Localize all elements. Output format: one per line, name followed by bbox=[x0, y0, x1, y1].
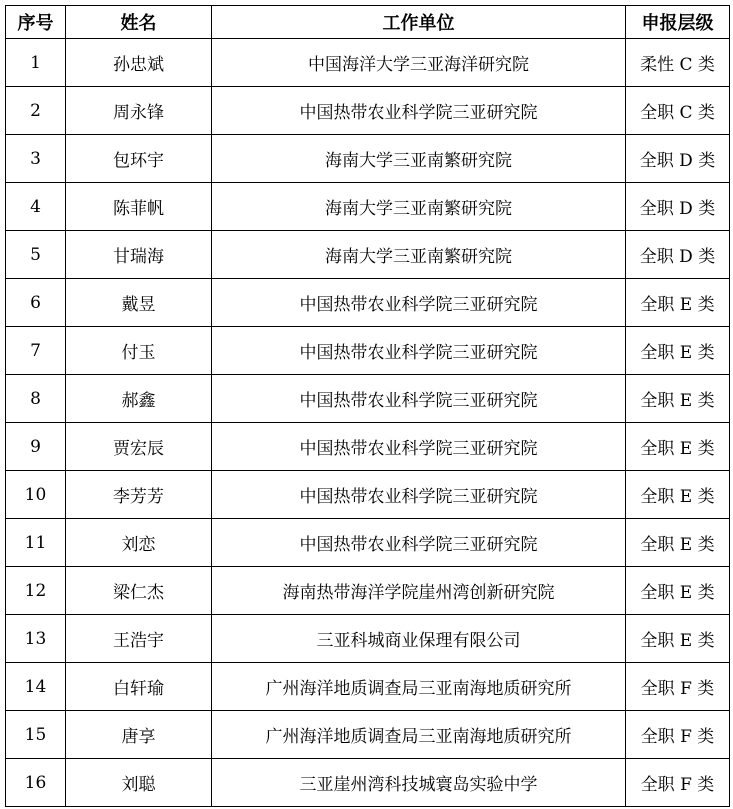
cell-application-level: 全职 C 类 bbox=[626, 87, 730, 135]
table-row bbox=[6, 615, 730, 663]
cell-work-unit: 海南大学三亚南繁研究院 bbox=[212, 231, 626, 279]
cell-application-level: 全职 E 类 bbox=[626, 423, 730, 471]
cell-work-unit: 海南热带海洋学院崖州湾创新研究院 bbox=[212, 567, 626, 615]
cell-name: 白轩瑜 bbox=[66, 663, 212, 711]
cell-application-level: 全职 D 类 bbox=[626, 183, 730, 231]
cell-serial-number: 13 bbox=[6, 615, 66, 663]
cell-name: 梁仁杰 bbox=[66, 567, 212, 615]
cell-work-unit: 中国热带农业科学院三亚研究院 bbox=[212, 423, 626, 471]
table-body bbox=[6, 39, 730, 807]
cell-name: 周永锋 bbox=[66, 87, 212, 135]
cell-application-level: 全职 E 类 bbox=[626, 375, 730, 423]
cell-application-level: 全职 E 类 bbox=[626, 327, 730, 375]
header-row bbox=[6, 6, 730, 39]
cell-serial-number: 10 bbox=[6, 471, 66, 519]
table-row bbox=[6, 423, 730, 471]
table-row bbox=[6, 375, 730, 423]
cell-serial-number: 8 bbox=[6, 375, 66, 423]
cell-serial-number: 2 bbox=[6, 87, 66, 135]
cell-serial-number: 15 bbox=[6, 711, 66, 759]
cell-name: 刘聪 bbox=[66, 759, 212, 807]
table-row bbox=[6, 663, 730, 711]
cell-name: 孙忠斌 bbox=[66, 39, 212, 87]
table-row bbox=[6, 87, 730, 135]
table-row bbox=[6, 279, 730, 327]
cell-work-unit: 海南大学三亚南繁研究院 bbox=[212, 135, 626, 183]
cell-serial-number: 9 bbox=[6, 423, 66, 471]
header-work-unit: 工作单位 bbox=[212, 6, 626, 39]
cell-name: 李芳芳 bbox=[66, 471, 212, 519]
cell-serial-number: 14 bbox=[6, 663, 66, 711]
cell-name: 王浩宇 bbox=[66, 615, 212, 663]
cell-work-unit: 中国热带农业科学院三亚研究院 bbox=[212, 519, 626, 567]
cell-work-unit: 三亚科城商业保理有限公司 bbox=[212, 615, 626, 663]
cell-application-level: 全职 E 类 bbox=[626, 615, 730, 663]
cell-name: 包环宇 bbox=[66, 135, 212, 183]
table-row bbox=[6, 231, 730, 279]
header-name: 姓名 bbox=[66, 6, 212, 39]
cell-serial-number: 16 bbox=[6, 759, 66, 807]
cell-work-unit: 中国热带农业科学院三亚研究院 bbox=[212, 471, 626, 519]
header-serial-number: 序号 bbox=[6, 6, 66, 39]
cell-name: 戴昱 bbox=[66, 279, 212, 327]
table-row bbox=[6, 519, 730, 567]
cell-application-level: 柔性 C 类 bbox=[626, 39, 730, 87]
table-row bbox=[6, 327, 730, 375]
talent-roster-table bbox=[5, 5, 730, 807]
cell-work-unit: 中国热带农业科学院三亚研究院 bbox=[212, 327, 626, 375]
cell-serial-number: 3 bbox=[6, 135, 66, 183]
header-application-level: 申报层级 bbox=[626, 6, 730, 39]
table-header bbox=[6, 6, 730, 39]
table-row bbox=[6, 471, 730, 519]
cell-application-level: 全职 D 类 bbox=[626, 231, 730, 279]
cell-work-unit: 海南大学三亚南繁研究院 bbox=[212, 183, 626, 231]
cell-serial-number: 6 bbox=[6, 279, 66, 327]
cell-serial-number: 11 bbox=[6, 519, 66, 567]
cell-serial-number: 1 bbox=[6, 39, 66, 87]
cell-serial-number: 5 bbox=[6, 231, 66, 279]
cell-serial-number: 7 bbox=[6, 327, 66, 375]
cell-work-unit: 中国热带农业科学院三亚研究院 bbox=[212, 279, 626, 327]
cell-work-unit: 中国热带农业科学院三亚研究院 bbox=[212, 87, 626, 135]
cell-work-unit: 广州海洋地质调查局三亚南海地质研究所 bbox=[212, 663, 626, 711]
cell-work-unit: 中国热带农业科学院三亚研究院 bbox=[212, 375, 626, 423]
cell-serial-number: 12 bbox=[6, 567, 66, 615]
cell-application-level: 全职 E 类 bbox=[626, 519, 730, 567]
table-row bbox=[6, 39, 730, 87]
cell-application-level: 全职 D 类 bbox=[626, 135, 730, 183]
cell-application-level: 全职 E 类 bbox=[626, 279, 730, 327]
cell-work-unit: 广州海洋地质调查局三亚南海地质研究所 bbox=[212, 711, 626, 759]
cell-name: 郝鑫 bbox=[66, 375, 212, 423]
cell-serial-number: 4 bbox=[6, 183, 66, 231]
cell-work-unit: 中国海洋大学三亚海洋研究院 bbox=[212, 39, 626, 87]
table-row bbox=[6, 567, 730, 615]
cell-application-level: 全职 F 类 bbox=[626, 759, 730, 807]
cell-name: 甘瑞海 bbox=[66, 231, 212, 279]
cell-name: 陈菲帆 bbox=[66, 183, 212, 231]
table-row bbox=[6, 711, 730, 759]
cell-application-level: 全职 E 类 bbox=[626, 567, 730, 615]
cell-application-level: 全职 F 类 bbox=[626, 711, 730, 759]
cell-application-level: 全职 E 类 bbox=[626, 471, 730, 519]
cell-application-level: 全职 F 类 bbox=[626, 663, 730, 711]
table-row bbox=[6, 135, 730, 183]
cell-name: 付玉 bbox=[66, 327, 212, 375]
table-row bbox=[6, 183, 730, 231]
cell-work-unit: 三亚崖州湾科技城寰岛实验中学 bbox=[212, 759, 626, 807]
table-row bbox=[6, 759, 730, 807]
cell-name: 刘恋 bbox=[66, 519, 212, 567]
cell-name: 唐享 bbox=[66, 711, 212, 759]
roster-sheet bbox=[5, 5, 729, 807]
cell-name: 贾宏辰 bbox=[66, 423, 212, 471]
